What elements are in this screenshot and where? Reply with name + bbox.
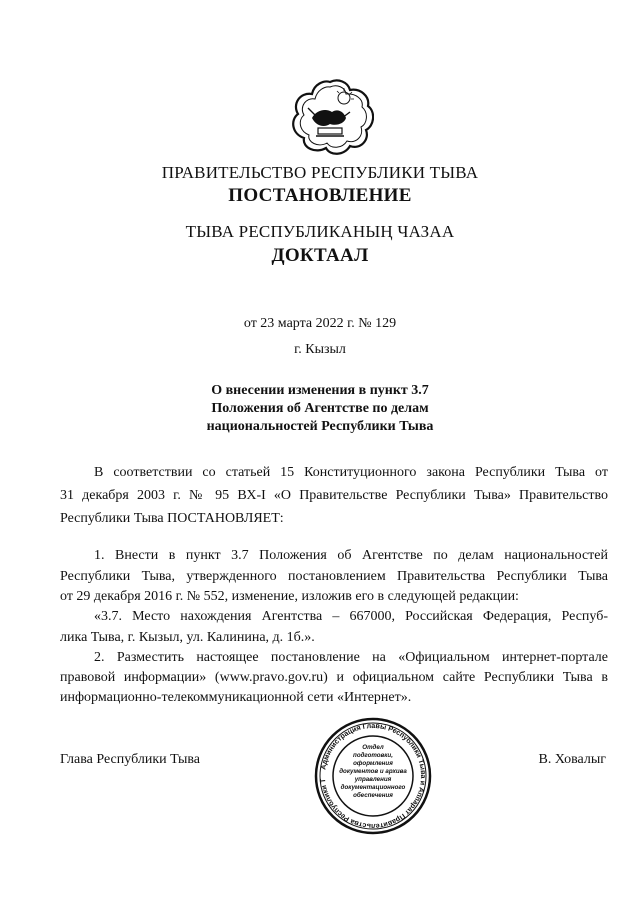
svg-text:документов и архива: документов и архива — [339, 768, 407, 775]
paragraph-4-line-2: правовой информации» (www.pravo.gov.ru) и официальном сайте Республики Тыва в — [60, 670, 608, 685]
government-name-tyv: ТЫВА РЕСПУБЛИКАНЫҢ ЧАЗАА — [185, 222, 455, 241]
coat-of-arms-emblem — [286, 78, 374, 156]
paragraph-1-line-2: 31 декабря 2003 г. № 95 ВХ-I «О Правительстве Республики Тыва» Правительство — [60, 488, 608, 503]
document-type-tyv: ДОКТААЛ — [271, 245, 369, 266]
paragraph-3-line-1: «3.7. Место нахождения Агентства – 667000, Российская Федерация, Респуб- — [94, 609, 608, 624]
subject-line-1: О внесении изменения в пункт 3.7 — [211, 383, 429, 398]
svg-text:подготовки,: подготовки, — [353, 752, 393, 759]
subject-line-3: национальностей Республики Тыва — [206, 419, 434, 434]
svg-text:Отдел: Отдел — [362, 744, 384, 751]
signatory-position: Глава Республики Тыва — [60, 752, 201, 767]
government-name-ru: ПРАВИТЕЛЬСТВО РЕСПУБЛИКИ ТЫВА — [161, 163, 479, 182]
document-date-number: от 23 марта 2022 г. № 129 — [243, 316, 397, 331]
paragraph-2-line-3: от 29 декабря 2016 г. № 552, изменение, изложив его в следующей редакции: — [60, 589, 519, 604]
paragraph-4-line-3: информационно-телекоммуникационной сети «Интернет». — [60, 690, 412, 705]
document-type-ru: ПОСТАНОВЛЕНИЕ — [228, 185, 412, 206]
svg-text:оформления: оформления — [353, 760, 393, 767]
official-seal-stamp — [313, 716, 433, 836]
paragraph-1-line-1: В соответствии со статьей 15 Конституционного закона Республики Тыва от — [94, 465, 608, 480]
svg-text:обеспечения: обеспечения — [353, 792, 393, 799]
paragraph-1-line-3: Республики Тыва ПОСТАНОВЛЯЕТ: — [60, 511, 284, 526]
svg-text:управления: управления — [354, 776, 392, 783]
paragraph-2-line-1: 1. Внести в пункт 3.7 Положения об Агентстве по делам национальностей — [94, 548, 608, 563]
seal-ring-text: Администрация Главы Республики Тыва и Аппарат Правительства Республики Т — [318, 720, 429, 832]
paragraph-4-line-1: 2. Разместить настоящее постановление на «Официальном интернет-портале — [94, 650, 608, 665]
signatory-name: В. Ховалыг — [538, 752, 606, 767]
paragraph-3-line-2: лика Тыва, г. Кызыл, ул. Калинина, д. 1б.». — [60, 630, 315, 645]
svg-text:документационного: документационного — [340, 784, 406, 791]
document-city: г. Кызыл — [294, 342, 346, 357]
paragraph-2-line-2: Республики Тыва, утвержденного постановлением Правительства Республики Тыва — [60, 569, 608, 584]
subject-line-2: Положения об Агентстве по делам — [211, 401, 429, 416]
